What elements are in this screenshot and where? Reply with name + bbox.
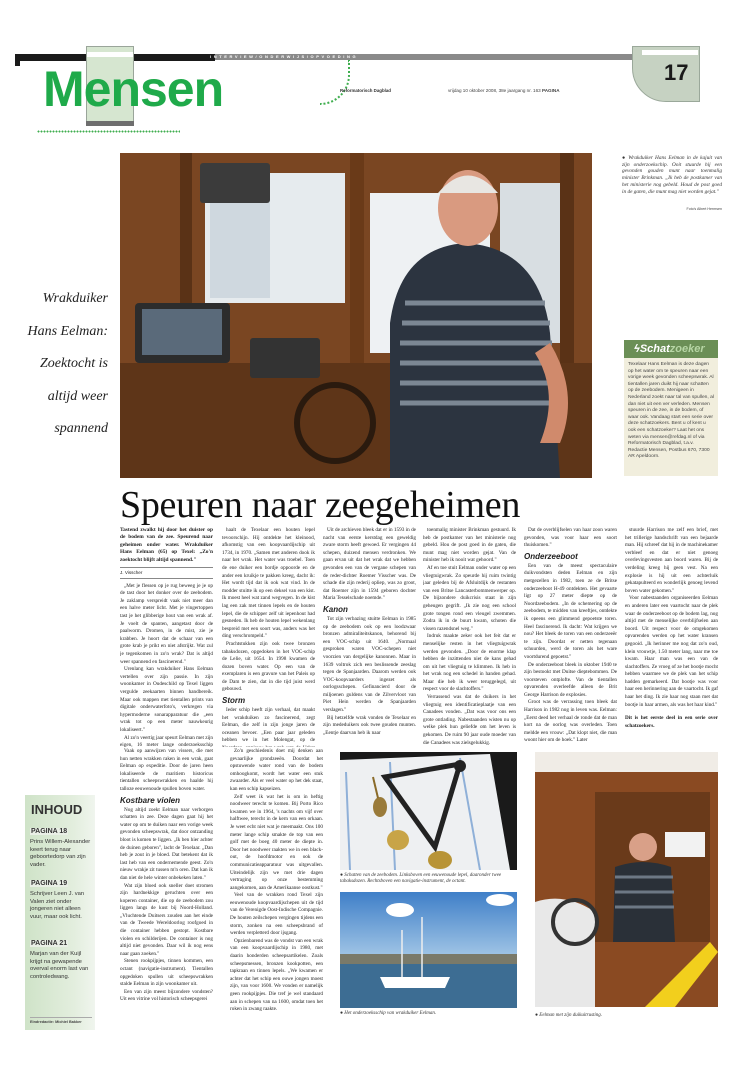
subheading: Storm (222, 696, 246, 706)
bullet-icon: ● (340, 1011, 345, 1016)
subheading: Kanon (323, 604, 348, 614)
subheading: Onderzeeboot (524, 551, 578, 561)
masthead-accent-base (86, 121, 134, 126)
masthead-bar-end (15, 54, 20, 66)
side-headline-line: Hans Eelman: (27, 323, 108, 339)
contents-text: Marjan van der Kuijl krijgt na gewapende overval enorm last van controledwang. (30, 951, 89, 980)
artifacts-caption (340, 873, 520, 886)
paragraph: Stenen rookpijpjes, tinnen kommen, een octant (navigatie-instrument). Tientallen opgedoken spullen uit scheepswrakken stalde Eelman in zijn woonkamer uit. (120, 958, 213, 988)
paragraph: Al zo'n veertig jaar speurt Eelman met zijn eigen, 16 meter lange onderzoeksschip (120, 734, 213, 747)
caption-text: Het onderzoeksschip van wrakduiker Eelman. (344, 1011, 437, 1016)
paragraph: Vaak op aanwijzen van vissers, die met hun netten wrakken raken in een wrak, gaat Eelman op expeditie. Door de jaren heen lokaliseerde de maritiem historicus tientallen scheepswrakken en haalde hij talloze eeuwenoude spullen boven water. (120, 748, 213, 792)
portrait-caption (535, 1013, 718, 1019)
side-headline (10, 283, 108, 446)
bullet-icon: ● (340, 873, 345, 878)
subheading: Kostbare violen (120, 795, 181, 805)
paragraph: De onderzeeboot bleek in oktober 1940 te zijn bestookt met Duitse dieptebommen. De voorsteven ontplofte. Van de tientallen opvarenden overleefde alleen de Brit George Harrison de explosies. (524, 661, 617, 698)
article-lead: Tastend zwalkt hij door het duister op de bodem van de zee. Speurend naar geheimen onder water. Wrakduiker Hans Eelman (65) op Texel: „Zo'n zoektocht blijft altijd spannend." (120, 527, 213, 563)
editor-credit: Eindredactie: Michiel Bakker (30, 1017, 92, 1024)
newspaper-name: Reformatorisch Dagblad (340, 88, 391, 93)
article-column-3 (323, 527, 416, 747)
dotted-rule (37, 130, 180, 133)
title-part-b: zoeker (669, 343, 705, 355)
paragraph: Urenlang kan wrakduiker Hans Eelman vertellen over zijn passie. In zijn woonkamer in Oudeschild op Texel liggen vergulde zeekaarten binnen handbereik. Maar ook mappen met tientallen prints van digitale onderwaterfoto's, verkregen via hypermoderne sonarapparatuur die „een wrak tot op een meter nauwkeurig lokaliseert." (120, 666, 213, 733)
page-label: PAGINA (542, 88, 560, 93)
paragraph: Voor nabestaanden organiseerden Eelman en anderen later een vaartocht naar de plek waar de onderzeeboot op de bodem lag, nog altijd met de menselijke overblijfselen aan boord. Uit respect voor de omgekomen opvarenden werden op het water kransen gegooid. „Ik herinner me nog dat zo'n oud, klein vrouwtje, 1.50 meter lang, naar me toe kwam. Haar man was een van de slachtoffers. Ze vroeg of ze het bootje mocht hebben waarmee we de plek van het schip hadden gemarkeerd. Dat bootje was voor haar een herinnering aan de vaartocht. Ik gaf haar het ding. Ik zie haar nog staan met dat bootje in haar armen, als was het haar kind." (625, 595, 718, 708)
contents-text: Schrijver Leen J. van Valen ziet onder jongeren niet alleen vuur, maar ook licht. (30, 891, 85, 920)
side-headline-line: Zoektocht is (39, 356, 108, 371)
paragraph: toenmalig minister Brinkman gestuurd. Ik heb de postkamer van het ministerie nog gebeld. Hou de post goed in de gaten, die munt mag niet worden gejat. Van de minister heb ik nooit wat gehoord." (423, 527, 516, 564)
ship-photo (340, 892, 517, 1008)
paragraph: Af en toe stuit Eelman onder water op een vliegtuigwrak. Zo speurde hij ruim twintig jaar geleden bij de Afsluitdijk de restanten van een Britse Lancasterbommenwerper op. De bijzondere duikcrisis staat in zijn geheugen gegrift. „Ik zie nog een school grote tongen rond een vleugel zwemmen. Zodra ik in de buurt kwam, schoten die vissen razendsnel weg." (423, 564, 516, 632)
headline: Speuren naar zeegeheimen (120, 484, 521, 526)
section-title: Mensen (43, 61, 224, 117)
paragraph: Nog altijd zoekt Eelman naar verborgen schatten in zee. Deze dagen gaat hij het water op om te duiken naar een vorige week gevonden scheepswrak, dat door ontzanding bloot is komen te liggen. „Ik ben hier achter de duinen geboren", lacht de Texelaar. „Dan heb je zout in je bloed. Dat betekent dat ik last heb van een ondernemende geest. Zo'n nieuw wrakje zit tussen m'n oren. Dat kan ik dan niet de hele winter onbekeken laten." (120, 806, 213, 881)
artifacts-photo (340, 752, 517, 870)
paragraph: Groot was de verrassing toen bleek dat Harrison in 1982 nog in leven was. Eelman: „Eerst deed het verhaal de ronde dat de man kort na de oorlog was overleden. Toen meldde een vrouw: „Dat klopt niet, die man woont hier om de hoek." Later (524, 699, 617, 744)
side-headline-line: altijd weer (47, 388, 108, 404)
paragraph: haalt de Texelaar een houten lepel tevoorschijn. Hij ontdekte het kleinood, afkomstig van een koopvaardijschip uit 1734, in 1970. „Samen met anderen dook ik naar het wrak. Het water was troebel. Toen de ene duiker een bordje oppoorde en de ander een kruikje te pakken kreeg, dacht ik: Het wordt tijd dat ik ook wat vind. In de modder stuitte ik op een deksel van een kist. Ik moest heel wat zand wegvegen. In de kist lag een zak met tinnen lepels en de houten lepel, die de schipper zelf uit iepenhout had gesneden. Ik heb de houten lepel wekenlang bespreid met een soort was, anders was het ding verschrompeld." (222, 527, 315, 640)
paragraph: Tot zijn verbazing stuitte Eelman in 1985 op de zeebodem ook op een loodzwaar bronzen admiraliteitskanon, behorend bij een VOC-schip uit 1640. „Normaal gesproken waren VOC-schepen niet voorzien van dergelijke kanonnen. Maar in 1639 voltrok zich een beslissende zeeslag tegen de Spanjaarden. Daarom werden ook VOC-koopvaarders ingezet als oorlogsschepen. Gefinancierd door de miljoenen guldens van de Zilvervloot van Piet Hein werden de Spanjaarden verslagen." (323, 615, 416, 714)
article-column-4 (423, 527, 516, 747)
caption-text: Wrakduiker Hans Eelman in de kajuit van zijn onderzoekschip. Ooit stuurde hij een gevonden gouden munt naar toenmalig minister Brinkman. „Ik heb de postkamer van het ministerie nog gebeld. Houd de post goed in de gaten, die munt mag niet worden gejat." (622, 155, 722, 195)
paragraph: Zo'n geschiedenis doet mij denken aan gevaarlijke grondzeeën. Doordat het opstuwende water rond van de bodem omhoogkomt, wordt het water een stuk zwaarder. Als er veel water op het dek staat, kan een schip kapseizen. (230, 748, 323, 792)
paragraph: Uit de archieven bleek dat er in 1593 in de nacht van eerste kerstdag een geweldig zware storm heeft gewoed. Er vergingen 44 schepen, duizend mensen verdronken. We gaan ervan uit dat het wrak dat we hebben gevonden een van de vergane schepen van de reder-dichter Roemer Visscher was. De schade die zijn rederij opliep, was zo groot, dat Roemer zijn in 1594 geboren dochter Maria Tesselschade noemde." (323, 527, 416, 602)
article-column-1-continued (120, 748, 213, 1032)
contents-box (25, 795, 95, 1030)
ship-caption (340, 1011, 520, 1017)
paragraph: Prachtstukken zijn ook twee bronzen tabaksdozen, opgedoken in het VOC-schip de Lelie, uit 1654. In 1998 kwamen de dozen boven water. Op een van de exemplaren is een gravure van het Paleis op de Dam te zien, dat in die tijd juist werd gebouwd. (222, 640, 315, 693)
article-column-6 (625, 527, 718, 747)
article-column-5 (524, 527, 617, 747)
paragraph: Dat de overblijfselen van haar zoon waren gevonden, was voor haar een soort thuiskomen." (524, 527, 617, 549)
bullet-icon: ● (535, 1013, 540, 1018)
title-part-a: Schat (639, 343, 670, 355)
page-tab-stripe (642, 50, 698, 55)
contents-title: INHOUD (31, 802, 83, 817)
section-tags: INTERVIEW/ONDERWIJS/OPVOEDING (210, 54, 359, 59)
paragraph: stuurde Harrison me zelf een brief, met het trillerige handschrift van een bejaarde man. Hij schreef dat hij in de machinekamer verbleef en dat er niet genoeg overlevingsvesten aan boord waren. Bij de verdeling kreeg hij geen vest. Na een explosie is hij uit een achterluik gekatapulteerd en wonderlijk genoeg levend boven water gekomen." (625, 527, 718, 594)
dateline (448, 88, 560, 93)
date-text: vrijdag 10 oktober 2008, 38e jaargang nr. 163 (448, 88, 541, 93)
portrait-photo (535, 752, 718, 1007)
contents-page: PAGINA 19 (31, 880, 68, 887)
caption-text: Schatten van de zeebodem. Linksboven een eeuwenoude lepel, daaronder twee tabaksdozen. Rechtsboven een navigatie-instrument, de octant. (340, 873, 502, 885)
paragraph: Verrassend was dat de duikers in het vliegtuig een identificatieplaatje van een Canadees vonden. „Dat was voor ons een grote ontlading. Nabestaanden wisten nu op welke plek hun geliefde om het leven is gekomen. De ruim 90 jaar oude moeder van die Canadees was zielsgelukkig. (423, 694, 516, 746)
photo-credit: Foto's Albert Hermsen (686, 207, 722, 211)
paragraph: Een van de meest spectaculaire duikvondsten deden Eelman en zijn metgezellen in 1982, toen ze de Britse onderzeeboot H-49 ontdekten. Het gevaarte ligt op 27 meter diepte op de Noordzeebodem. „In de schemering op de zeebodem, te midden van kreeftjes, ontdekte ik opeens een glimmend gepoetste toren. Heel fascinerend. Ik dacht: Wat krijgen we nou? Het bleek de toren van een onderzeeër te zijn. Doordat er netten tegenaan schuurden, werd de toren als het ware voortdurend gepoetst." (524, 562, 617, 660)
paragraph: „Met je flessen op je rug beweeg je je op de tast door het donker over de zeebodem. Je zaklamp verspreidt vaak niet meer dan een halve meter licht. Met je vingertoppen tast je het glibberige hout van een wrak af. Je voelt de spanten, aangetast door de paalworm. Dromen, in de mist, zie je krabben. Je hoort dat de schaar van een grote krab je prikt en niet afstrijkt. Wat zul je tegenkomen in zo'n wrak? Dat is altijd weer spannend en fascinerend." (120, 582, 213, 665)
contents-page: PAGINA 18 (31, 828, 68, 835)
schatzoeker-text: Texelaar Hans Eelman is deze dagen op het water om te speuren naar een vorige week gevonden scheepswrak. Al tientallen jaren duikt hij naar schatten op de zeebodem. Menigeen in Nederland zoekt naar tal van spullen, al dan niet uit een ver verleden. Mensen speuren in de zee, in de bodem, of waar ook. Vandaag start een serie over deze schatzoekers. Bent u of kent u ook een schatzoeker? Laat het ons weten via mensen@refdag.nl of via Reformatorisch Dagblad, t.a.v. Redactie Mensen, Postbus 670, 7300 AR Apeldoorn. (628, 362, 714, 460)
paragraph: Wat zijn bloed ook sneller doet stromen zijn hardnekkige geruchten over een koperen container, die op de zeebodem zou liggen langs de kust bij Noord-Holland. „Vluchtende Duitsers zouden aan het einde van de Tweede Wereldoorlog roofgoed in die container hebben gestopt. Kostbare violen en schilderijen. De container is nog altijd niet gevonden. Daar wil ik nog eens naar gaan zoeken." (120, 882, 213, 957)
contents-item[interactable] (25, 817, 95, 869)
paragraph: Bij hetzelfde wrak vonden de Texelaar en zijn mededuikers ook twee gouden munten. „Eentje daarvan heb ik naar (323, 714, 416, 736)
paragraph: Zelf weet ik wat het is om in heftig noodweer terecht te komen. Bij Porto Rico kwamen we in 1964, 's nachts om vijf over halftwee, terecht in de kern van een orkaan. Je weet echt niet wat je meemaakt. Ons 100 meter lange schip smakte de top van een golf met de boeg 40 meter de diepte in. Door het noodweer raakten we in een black-out, de hoofdmotor en ook de communicatieapparatuur was uitgevallen. Uiteindelijk zijn we met drie dagen vertraging op onze bestemming aangekomen, aan de Amerikaanse oostkust." (230, 793, 323, 891)
paragraph: Indruk maakte zeker ook het feit dat er menselijke resten in het vliegtuigwrak werden gevonden. „Door de enorme klap hebben de inzittenden niet de kans gehad om uit het vliegtuig te klimmen. Ik heb in het wrak nog een schedel in handen gehad. Maar die heb ik weer teruggelegd, uit respect voor de slachtoffers." (423, 633, 516, 693)
contents-item[interactable] (25, 929, 95, 981)
schatzoeker-box (624, 340, 718, 476)
dotted-curve (320, 60, 350, 105)
main-photo-illustration (120, 153, 592, 478)
contents-item[interactable] (25, 869, 95, 921)
masthead-accent-stripe (87, 52, 133, 57)
lightning-icon: ϟ (634, 343, 640, 355)
side-headline-line: Wrakduiker (42, 291, 108, 306)
main-photo (120, 153, 592, 478)
paragraph: Ieder schip heeft zijn verhaal, dat maakt het wrakduiken zo fascinerend, zegt Eelman, die zelf in zijn jonge jaren de oceanen bevoer. „Een paar jaar geleden hebben we in het Molengat, op de (222, 707, 315, 744)
side-headline-line: spannend (54, 421, 108, 436)
portrait-illustration (535, 752, 718, 1007)
page-number: 17 (664, 60, 689, 85)
contents-page: PAGINA 21 (31, 940, 68, 947)
bullet-icon: ● (622, 155, 629, 161)
series-note: Dit is het eerste deel in een serie over schatzoekers. (625, 715, 718, 729)
schatzoeker-title (624, 340, 718, 358)
contents-text: Prins Willem-Alexander keert terug naar geboortedorp van zijn vader. (30, 839, 91, 868)
byline: J. Visscher (120, 567, 213, 579)
paragraph: Veel van de wrakken rond Texel zijn eeuwenoude koopvaardijschepen uit de tijd van de Verenigde Oost-Indische Compagnie. De houten zeilschepen vergingen tijdens een storm, zonken na een scheepsbrand of werden verpletterd door ijsgang. (230, 892, 323, 937)
paragraph: Een van zijn meest bijzondere vondsten? Uit een vitrine vol historisch scheepsgerei (120, 988, 213, 1003)
paragraph: Opzienbarend was de vondst van een wrak van een koopvaardijschip in 1980, met daarin honderden scheepsartikelen. Zoals scheepsmessen, bronzen kookpotten, een tapkraan en tinnen lepels. „We kwamen er achter dat het schip een ouwe jongen moest zijn, van voor 1600. We vonden er namelijk geen rookpijpjes. Die tref je wel standaard aan in schepen van na 1600, omdat toen het roken in zwang raakte. (230, 937, 323, 1013)
caption-text: Eelman met zijn duikuitrusting. (539, 1013, 603, 1018)
article-column-1 (120, 527, 213, 747)
ship-illustration (340, 892, 517, 1008)
article-column-2 (222, 527, 315, 747)
main-photo-caption (622, 155, 722, 195)
article-column-2-continued (230, 748, 323, 1032)
artifacts-illustration (340, 752, 517, 870)
